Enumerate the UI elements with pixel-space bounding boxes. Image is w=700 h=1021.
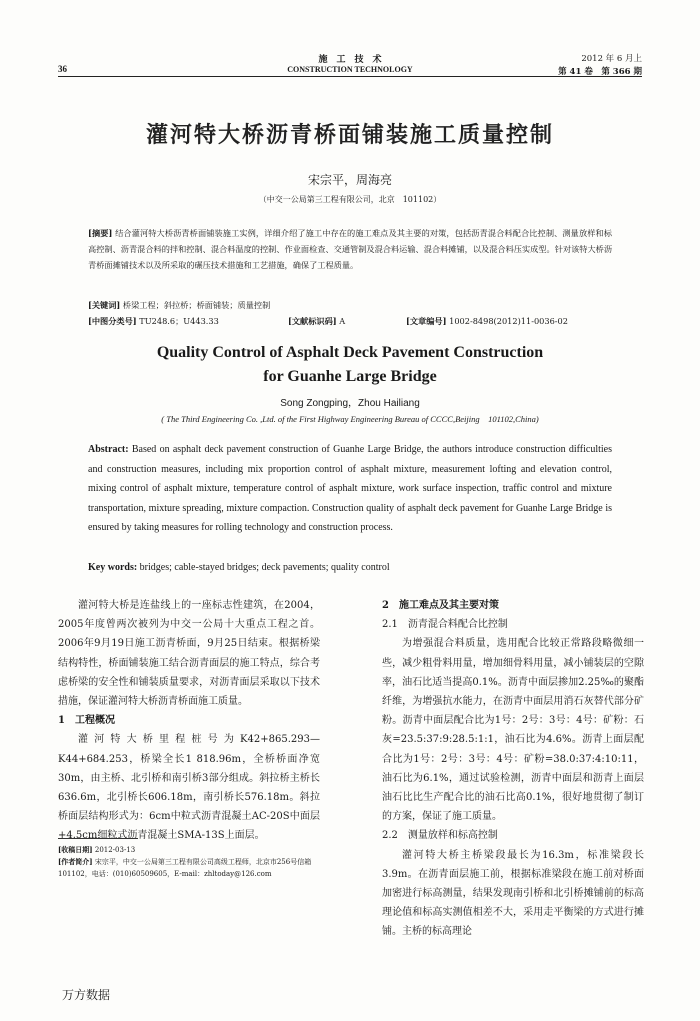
volume-issue: 第 41 卷 第 366 期 xyxy=(558,67,642,77)
body-right-column xyxy=(382,596,644,942)
authors-en: Song Zongping，Zhou Hailiang xyxy=(280,398,420,409)
body-left-column xyxy=(58,596,320,846)
article-no-value: 1002-8498(2012)11-0036-02 xyxy=(449,316,568,326)
article-no-label: [文章编号] xyxy=(406,316,447,326)
section-2-1-text: 为增强混合料质量，选用配合比较正常路段略微细一些，减少粗骨料用量，增加细骨料用量，减小铺装层的空隙率，油石比适当提高0.1%。沥青中面层掺加2.25‰的聚酯纤维，为增强抗水能力，在沥青中面层用消石灰替代部分矿粉。沥青中面层配合比为1号：2号：3号：4号：矿粉：石灰=23.5:37:9:28.5:1:1，油石比为4.6%。沥青上面层配合比为1号：2号：3号：4号：矿粉=38.0:37:4:10:11，油石比为6.1%，通过试验检测，沥青中面层和沥青上面层油石比比生产配合比的油石比高0.1%，很好地贯彻了制订的方案，保证了施工质量。 xyxy=(382,638,644,823)
issue-date: 2012 年 6 月上 xyxy=(581,54,642,64)
clc-label: [中图分类号] xyxy=(88,316,137,326)
author-bio-label: [作者简介] xyxy=(58,857,93,866)
title-en-line2: for Guanhe Large Bridge xyxy=(263,368,437,385)
keywords-cn-label: [关键词] xyxy=(88,300,121,310)
title-en-line1: Quality Control of Asphalt Deck Pavement Construction xyxy=(156,344,544,361)
section-1-text: 灌河特大桥里程桩号为K42+865.293—K44+684.253，桥梁全长1 818.96m，全桥桥面净宽30m，由主桥、北引桥和南引桥3部分组成。斜拉桥主桥长636.6m，北引桥长606.18m，南引桥长576.18m。斜拉桥面层结构形式为：6cm中粒式沥青混凝土AC-20S中面层+4.5cm细粒式沥青混凝土SMA-13S上面层。 xyxy=(58,734,320,842)
footnote xyxy=(58,844,320,880)
abstract-en-label: Abstract: xyxy=(88,444,129,455)
keywords-en-text: bridges; cable-stayed bridges; deck pavements; quality control xyxy=(139,562,390,573)
footnote-rule xyxy=(58,838,138,839)
abstract-cn xyxy=(88,225,612,273)
section-2-2-title: 2.2 测量放样和标高控制 xyxy=(382,830,498,842)
doc-code-label: [文献标识码] xyxy=(288,316,337,326)
title-cn: 灌河特大桥沥青桥面铺装施工质量控制 xyxy=(145,122,554,148)
journal-name-en: CONSTRUCTION TECHNOLOGY xyxy=(287,65,413,74)
intro-paragraph: 灌河特大桥是连盐线上的一座标志性建筑，在2004，2005年度曾两次被列为中交一公局十大重点工程之首。2006年9月19日施工沥青桥面，9月25日结束。根据桥梁结构特性，桥面铺装施工结合沥青面层的施工特点，综合考虑桥梁的安全性和铺装质量要求，对沥青面层采取以下技术措施，保证灌河特大桥沥青桥面施工质量。 xyxy=(58,600,320,708)
doc-code-value: A xyxy=(339,316,346,326)
page-number: 36 xyxy=(58,64,67,74)
keywords-en-label: Key words: xyxy=(88,562,138,573)
abstract-en xyxy=(88,440,612,538)
header-rule xyxy=(58,76,642,77)
database-watermark: 万方数据 xyxy=(62,988,111,1002)
keywords-cn-text: 桥梁工程；斜拉桥；桥面铺装；质量控制 xyxy=(122,300,271,310)
received-date: 2012-03-13 xyxy=(94,846,136,854)
author-bio: 宋宗平，中交一公局第三工程有限公司高级工程师，北京市256号信箱 101102，电话：(010)60509605，E-mail：zhltoday@126.com xyxy=(58,858,319,878)
clc-value: TU248.6；U443.33 xyxy=(139,316,219,326)
journal-name-cn: 施 工 技 术 xyxy=(318,55,382,65)
affiliation-cn: （中交一公局第三工程有限公司，北京 101102） xyxy=(258,195,442,204)
section-2-1-title: 2.1 沥青混合料配合比控制 xyxy=(382,619,508,631)
abstract-cn-label: [摘要] xyxy=(88,228,113,238)
section-2-2-text: 灌河特大桥主桥梁段最长为16.3m，标准梁段长3.9m。在沥青面层施工前，根据标准梁段在施工前对桥面加密进行标高测量，结果发现南引桥和北引桥摊铺前的标高理论值和标高实测值相差不大，采用走平衡梁的方式进行摊铺。主桥的标高理论 xyxy=(382,849,644,938)
keywords-cn xyxy=(88,297,612,313)
section-2-title: 2 施工难点及其主要对策 xyxy=(382,600,499,611)
authors-cn: 宋宗平，周海亮 xyxy=(307,173,392,187)
received-label: [收稿日期] xyxy=(58,845,93,854)
classification-row xyxy=(88,313,612,329)
affiliation-en: ( The Third Engineering Co. ,Ltd. of the First Highway Engineering Bureau of CCCC,Beijing 101102,China) xyxy=(161,414,539,424)
section-1-title: 1 工程概况 xyxy=(58,715,115,727)
abstract-cn-text: 结合灌河特大桥沥青桥面铺装施工实例，详细介绍了施工中存在的施工难点及其主要的对策，包括沥青混合料配合比控制、测量放样和标高控制、沥青混合料的拌和控制、混合料温度的控制、作业面检查、交通管制及混合料运输、混合料摊铺，以及混合料压实成型。针对该特大桥沥青桥面摊铺技术以及所采取的碾压技术措施和工艺措施，确保了工程质量。 xyxy=(88,228,613,270)
abstract-en-text: Based on asphalt deck pavement construction of Guanhe Large Bridge, the authors introduce construction difficulties and construction measures, including mix proportion control of asphalt mixture, measurement lofting and elevation control, mixing control of asphalt mixture, temperature control of asphalt mixture, work surface inspection, traffic control and mixture transportation, mixture spreading, mixture compaction. Construction quality of asphalt deck pavement for Guanhe Large Bridge is ensured by taking measures for rolling technology and construction process. xyxy=(88,444,613,533)
keywords-en xyxy=(88,558,612,578)
